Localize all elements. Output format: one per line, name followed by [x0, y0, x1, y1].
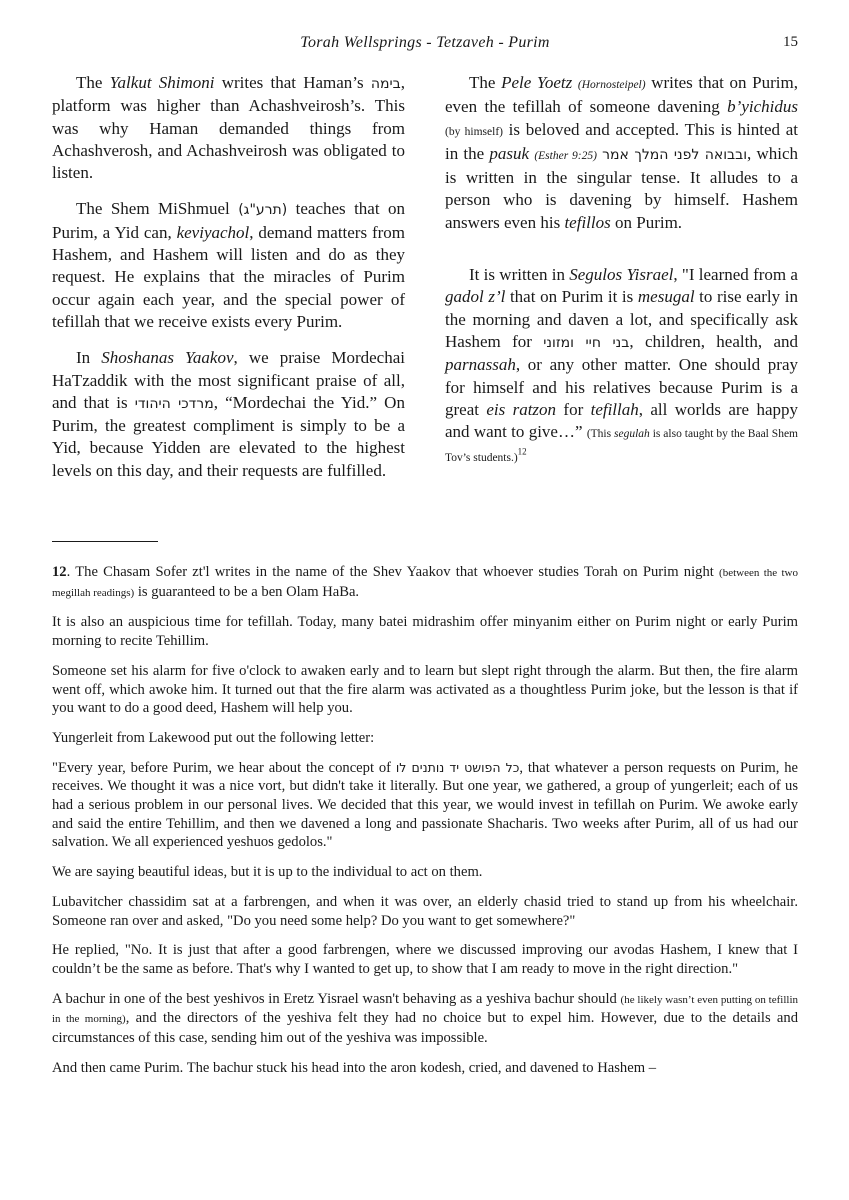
hebrew-text: מרדכי היהודי: [134, 395, 214, 412]
text: on Purim.: [610, 212, 683, 232]
italic-text: keviyachol: [176, 222, 250, 242]
text: teaches that on Purim, a Yid can,: [52, 199, 405, 242]
text: , children, health, and: [629, 331, 799, 351]
running-title: Torah Wellsprings - Tetzaveh - Purim: [300, 34, 550, 51]
italic-text: gadol z’l: [445, 287, 506, 307]
italic-text: parnassah: [445, 355, 516, 375]
italic-text: b’yichidus: [727, 97, 798, 117]
page-header: [52, 34, 798, 58]
page-number: 15: [783, 34, 798, 50]
italic-text: pasuk: [489, 143, 530, 163]
text: . The Chasam Sofer zt'l writes in the name of the Shev Yaakov that whoever studies Torah on Purim night: [66, 564, 720, 580]
text: , or any other matter. One should pray for himself and his relatives because Purim is a great: [445, 355, 798, 419]
footnote-paragraph: He replied, "No. It is just that after a good farbrengen, where we discussed improving our avodas Hashem, I knew that I couldn’t be the same as before. That's why I wanted to get up, to show that I am ready to move in the right direction.": [52, 942, 798, 977]
italic-text: Pele Yoetz: [501, 73, 573, 92]
left-column: [52, 72, 405, 496]
footnote-number: 12: [52, 564, 67, 580]
small-text: (between the two megillah readings): [52, 567, 799, 599]
text: It is written in: [469, 265, 570, 285]
footnote-paragraph: Lubavitcher chassidim sat at a farbrengen, and when it was over, an elderly chasid tried to stand up from his wheelchair. Someone ran over and asked, "Do you need some help? Do you want to get somewhere?": [52, 893, 798, 929]
hebrew-text: ובבואה לפני המלך אמר: [602, 146, 748, 163]
small-text: is also taught by the Baal Shem Tov’s students.): [445, 428, 798, 465]
right-column: [445, 72, 798, 484]
text: , demand matters from Hashem, and Hashem will listen and do as they request. He explains that the miracles of Purim occur again each year, and the special power of tefillah that we receive exists every Purim.: [52, 222, 405, 331]
italic-text: mesugal: [637, 287, 695, 307]
small-text: (This: [586, 428, 615, 441]
hebrew-text: כל הפושט יד נותנים לו: [395, 759, 520, 775]
text: , "I learned from a: [673, 265, 798, 285]
footnote-12: [52, 563, 798, 602]
text: to rise early in the morning and daven a lot, and specifically ask Hashem for: [445, 287, 798, 351]
footnote-marker: 12: [517, 446, 527, 457]
footnote-paragraph: And then came Purim. The bachur stuck his head into the aron kodesh, cried, and davened to Hashem –: [52, 1059, 656, 1076]
text: , we praise Mordechai HaTzaddik with the most significant praise of all, and that is: [52, 348, 405, 412]
small-text: (by himself): [445, 125, 503, 138]
text: , that whatever a person requests on Purim, he receives. We thought it was a nice vort, but didn't take it literally. But one year, we gathered, a group of yungerleit; each of us had a serious problem in our personal lives. We decided that this year, we would invest in tefillah on Purim. We awoke early and said the entire Tehillim, and then we davened a long and passionate Shacharis. Two weeks after Purim, all of us had our salvation. We all experienced yeshuos gedolos.": [52, 759, 798, 851]
text: The Shem MiShmuel: [76, 199, 239, 219]
paragraph-segulos-yisrael: [445, 264, 798, 470]
text: writes that on Purim, even the tefillah of someone davening: [445, 73, 798, 117]
footnote-paragraph: [52, 990, 798, 1048]
footnote-divider: [52, 541, 158, 542]
footnote-paragraph: It is also an auspicious time for tefillah. Today, many batei midrashim offer minyanim either on Purim night or early Purim morning to recite Tehillim.: [52, 614, 798, 650]
text: that on Purim it is: [505, 287, 638, 307]
text: for: [556, 399, 591, 419]
small-italic-text: (Hornosteipel): [577, 79, 646, 91]
italic-text: Segulos Yisrael: [569, 265, 674, 285]
text: , platform was higher than Achashveirosh’s. This was why Haman demanded things from Achashverosh, and Achashveirosh was obligated to listen.: [52, 73, 406, 183]
italic-text: tefillah: [590, 399, 639, 419]
text: is beloved and accepted. This is hinted at in the: [445, 119, 798, 163]
text: The: [469, 73, 502, 92]
hebrew-text: בימה: [370, 76, 401, 92]
italic-text: tefillos: [564, 212, 611, 232]
text: , and the directors of the yeshiva felt they had no choice but to expel him. However, due to the details and circumstances of this case, sending him out of the yeshiva was impossible.: [52, 1010, 798, 1047]
text: writes that Haman’s: [214, 73, 371, 92]
text: , all worlds are happy and want to give…”: [445, 399, 799, 442]
italic-text: Yalkut Shimoni: [109, 73, 215, 92]
hebrew-text: בני חיי ומזוני: [543, 334, 630, 351]
small-italic-text: segulah: [614, 428, 650, 441]
footnote-paragraph: Someone set his alarm for five o'clock to awaken early and to learn but slept right through the alarm. But then, the fire alarm went off, which awoke him. It turned out that the fire alarm was activated as a thoughtless Purim joke, but the lesson is that if you want to do a good deed, Hashem will help you.: [52, 662, 798, 717]
hebrew-citation: (תרע"ג): [238, 202, 288, 219]
footnote-paragraph: Yungerleit from Lakewood put out the following letter:: [52, 729, 375, 746]
text: , which is written in the singular tense. It alludes to a person who is davening by himself. Hashem answers even his: [445, 143, 799, 232]
text: "Every year, before Purim, we hear about the concept of: [52, 759, 396, 776]
italic-text: eis ratzon: [486, 399, 557, 419]
italic-text: Shoshanas Yaakov: [101, 348, 234, 368]
citation: (Esther 9:25): [534, 149, 597, 162]
footnotes: [52, 563, 798, 1088]
footnote-paragraph: We are saying beautiful ideas, but it is up to the individual to act on them.: [52, 864, 483, 881]
paragraph-shoshanas-yaakov: [52, 347, 405, 482]
text: , “Mordechai the Yid.” On Purim, the greatest compliment is simply to be a Yid, because Yidden are elevated to the highest levels on this day, and their requests are fulfilled.: [52, 392, 405, 480]
paragraph-shem-mishmuel: [52, 198, 405, 333]
text: The: [76, 73, 110, 92]
text: is guaranteed to be a ben Olam HaBa.: [134, 583, 360, 600]
small-text: (he likely wasn’t even putting on tefillin in the morning): [52, 993, 799, 1026]
text: A bachur in one of the best yeshivos in Eretz Yisrael wasn't behaving as a yeshiva bachur should: [52, 990, 621, 1007]
paragraph-pele-yoetz: [445, 72, 798, 234]
footnote-paragraph: [52, 759, 798, 853]
paragraph-yalkut-shimoni: [52, 72, 405, 184]
text: In: [76, 348, 102, 368]
